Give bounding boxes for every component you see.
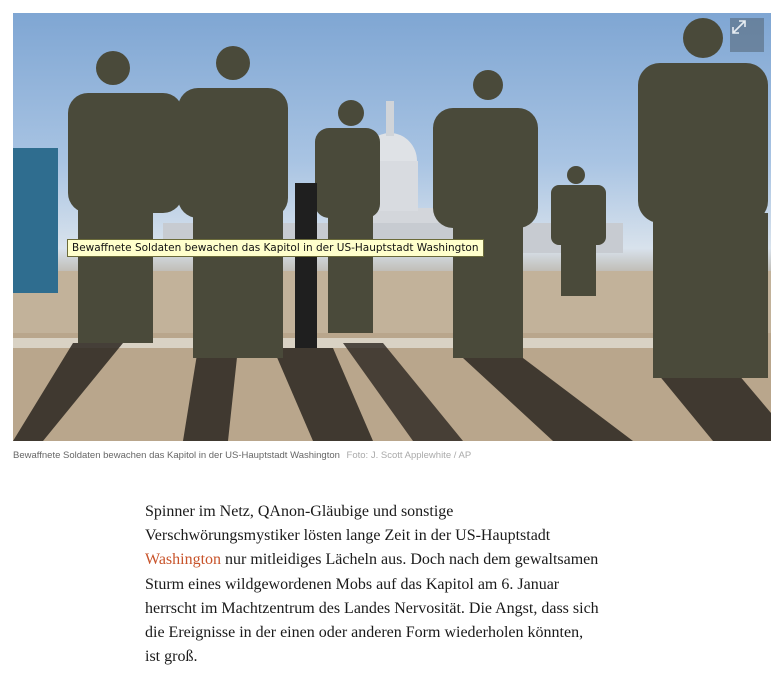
expand-arrows-icon xyxy=(730,18,748,36)
article-line: Spinner im Netz, QAnon-Gläubige und sonstige xyxy=(145,503,454,520)
article-line: Verschwörungsmystiker lösten lange Zeit in der US-Hauptstadt xyxy=(145,527,551,545)
article-line: die Ereignisse in der einen oder anderen Form wiederholen könnten, xyxy=(145,624,584,642)
article-body xyxy=(145,500,645,669)
washington-link[interactable]: Washington xyxy=(145,551,222,569)
article-line: Sturm eines wildgewordenen Mobs auf das Kapitol am 6. Januar xyxy=(145,575,560,593)
photo-caption xyxy=(13,450,471,461)
image-tooltip: Bewaffnete Soldaten bewachen das Kapitol in der US-Hauptstadt Washington xyxy=(67,239,484,257)
article-line: herrscht im Machtzentrum des Landes Nervosität. Die Angst, dass sich xyxy=(145,599,599,617)
expand-image-button[interactable] xyxy=(730,18,764,52)
article-paragraph xyxy=(145,500,645,669)
article-line: nur mitleidiges Lächeln aus. Doch nach dem gewaltsamen xyxy=(221,551,599,569)
photo-credit: Foto: J. Scott Applewhite / AP xyxy=(346,450,472,461)
article-photo xyxy=(13,13,771,441)
article-line: ist groß. xyxy=(145,648,198,666)
caption-text: Bewaffnete Soldaten bewachen das Kapitol in der US-Hauptstadt Washington xyxy=(13,450,340,461)
photo-illustration xyxy=(13,13,771,441)
